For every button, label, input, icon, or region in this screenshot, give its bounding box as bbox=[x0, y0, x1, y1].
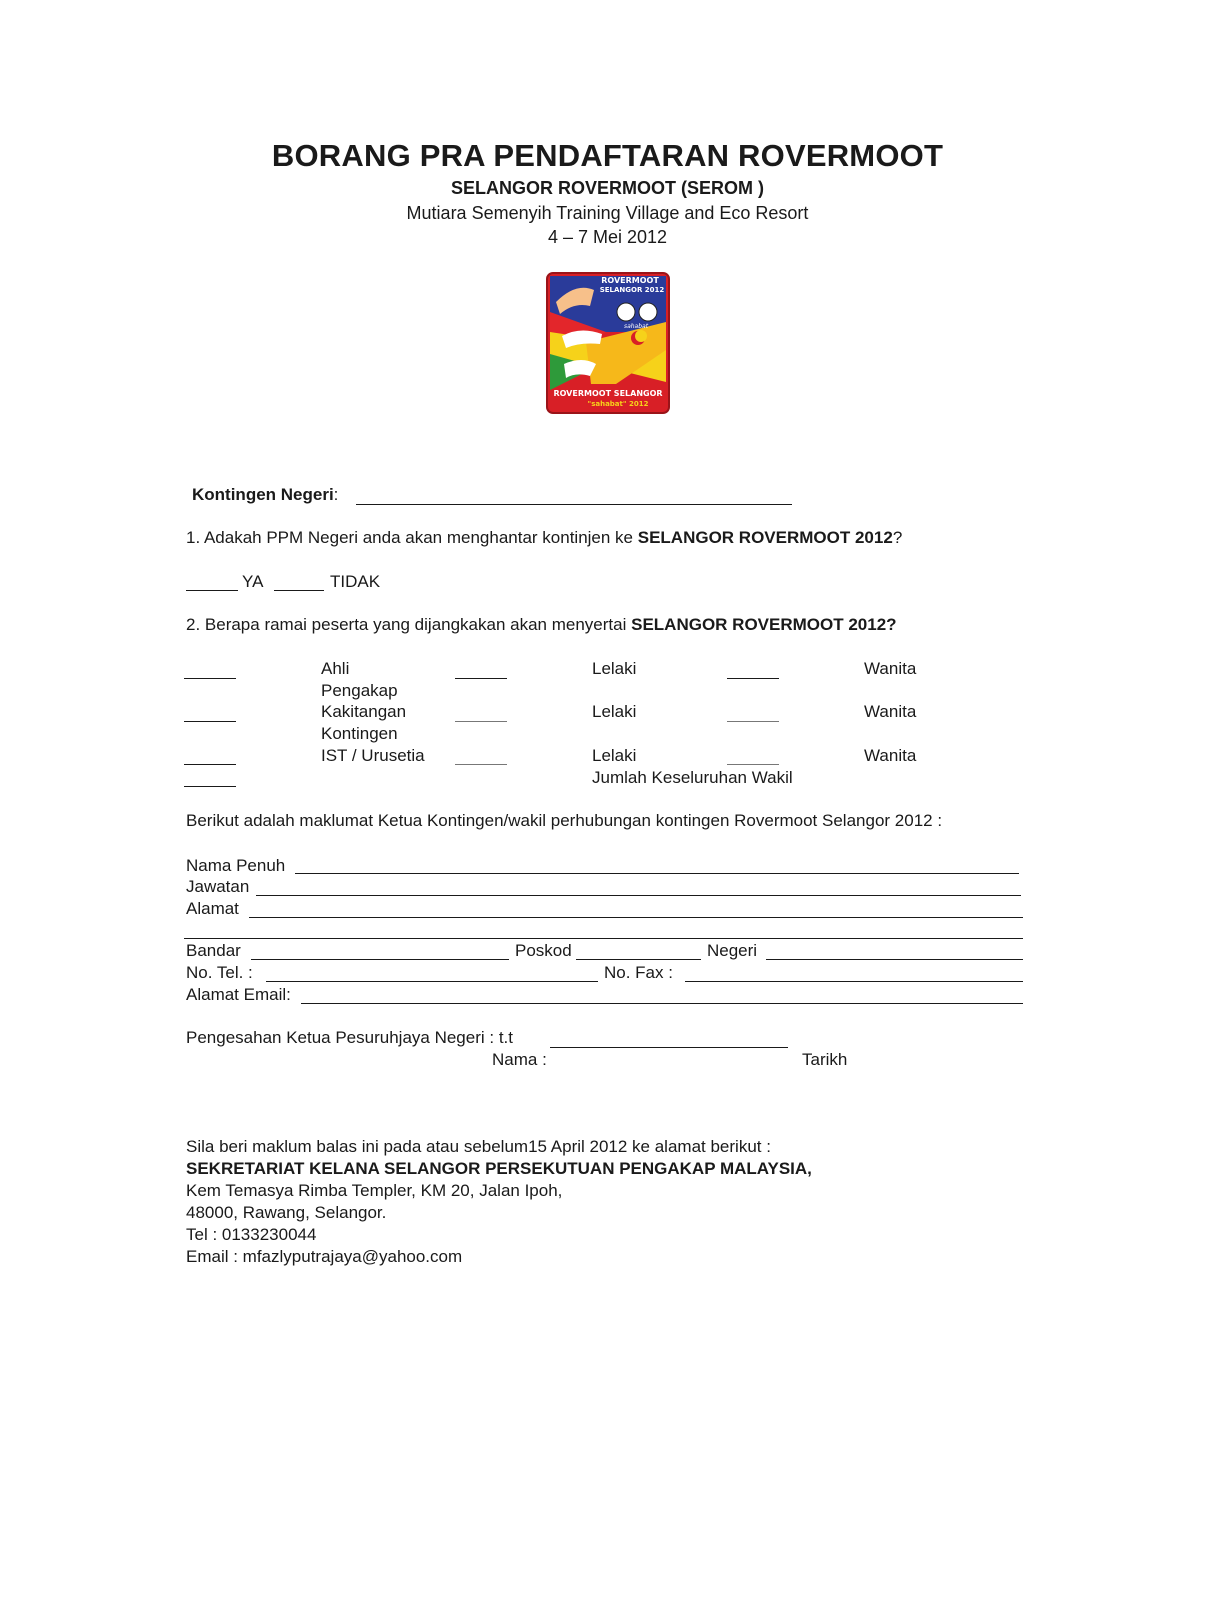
total-count-field[interactable] bbox=[184, 786, 236, 787]
fax-field[interactable] bbox=[685, 981, 1023, 982]
row-label-line1: IST / Urusetia bbox=[321, 746, 425, 765]
tel-field[interactable] bbox=[266, 981, 598, 982]
contingent-state-field[interactable] bbox=[356, 504, 792, 505]
address-field-1[interactable] bbox=[249, 917, 1023, 918]
approval-date-label: Tarikh bbox=[802, 1050, 848, 1069]
ist-female-field[interactable] bbox=[727, 764, 779, 765]
town-label: Bandar bbox=[186, 941, 241, 960]
event-venue: Mutiara Semenyih Training Village and Eco Resort bbox=[406, 203, 809, 223]
full-name-field[interactable] bbox=[295, 873, 1019, 874]
address-line-1: Kem Temasya Rimba Templer, KM 20, Jalan Ipoh, bbox=[186, 1181, 563, 1200]
contact-phone: Tel : 0133230044 bbox=[186, 1225, 317, 1244]
question-1: 1. Adakah PPM Negeri anda akan menghantar kontinjen ke SELANGOR ROVERMOOT 2012? bbox=[186, 528, 903, 547]
position-field[interactable] bbox=[256, 895, 1021, 896]
postcode-label: Poskod bbox=[515, 941, 572, 960]
no-answer-field[interactable] bbox=[274, 590, 324, 591]
town-field[interactable] bbox=[251, 959, 509, 960]
secretariat-name: SEKRETARIAT KELANA SELANGOR PERSEKUTUAN PENGAKAP MALAYSIA, bbox=[186, 1159, 812, 1178]
contact-email: Email : mfazlyputrajaya@yahoo.com bbox=[186, 1247, 463, 1266]
full-name-label: Nama Penuh bbox=[186, 856, 286, 875]
female-label: Wanita bbox=[864, 746, 917, 765]
male-label: Lelaki bbox=[592, 746, 637, 765]
female-label: Wanita bbox=[864, 659, 917, 678]
staff-count-field[interactable] bbox=[184, 721, 236, 722]
male-label: Lelaki bbox=[592, 659, 637, 678]
signature-field[interactable] bbox=[550, 1047, 788, 1048]
logo-bottom-text-1: ROVERMOOT SELANGOR bbox=[553, 389, 663, 398]
logo-top-text-2: SELANGOR 2012 bbox=[599, 286, 665, 294]
address-label: Alamat bbox=[186, 899, 239, 918]
logo-middle-text: sahabat bbox=[623, 323, 649, 330]
address-field-2[interactable] bbox=[184, 938, 1023, 939]
logo-bottom-text-2: "sahabat" 2012 bbox=[587, 400, 649, 408]
event-date: 4 – 7 Mei 2012 bbox=[547, 227, 668, 247]
row-label-line2: Pengakap bbox=[321, 681, 398, 700]
no-label: TIDAK bbox=[330, 572, 381, 591]
row-label-line1: Ahli bbox=[321, 659, 350, 678]
email-field[interactable] bbox=[301, 1003, 1023, 1004]
logo-top-text-1: ROVERMOOT bbox=[601, 276, 659, 285]
yes-answer-field[interactable] bbox=[186, 590, 238, 591]
position-label: Jawatan bbox=[186, 877, 250, 896]
female-label: Wanita bbox=[864, 702, 917, 721]
staff-female-field[interactable] bbox=[727, 721, 779, 722]
scouts-female-field[interactable] bbox=[727, 678, 779, 679]
postcode-field[interactable] bbox=[576, 959, 701, 960]
ist-count-field[interactable] bbox=[184, 764, 236, 765]
scouts-count-field[interactable] bbox=[184, 678, 236, 679]
return-instruction: Sila beri maklum balas ini pada atau sebelum15 April 2012 ke alamat berikut : bbox=[186, 1137, 771, 1156]
tel-label: No. Tel. : bbox=[186, 963, 253, 982]
row-label-line1: Kakitangan bbox=[321, 702, 407, 721]
rovermoot-logo bbox=[546, 272, 670, 414]
approval-name-label: Nama : bbox=[492, 1050, 547, 1069]
email-label: Alamat Email: bbox=[186, 985, 291, 1004]
state-label: Negeri bbox=[707, 941, 758, 960]
staff-male-field[interactable] bbox=[455, 721, 507, 722]
contingent-state-label: Kontingen Negeri: bbox=[192, 485, 339, 504]
contact-intro: Berikut adalah maklumat Ketua Kontingen/wakil perhubungan kontingen Rovermoot Selangor 2012 : bbox=[186, 811, 943, 830]
form-title: BORANG PRA PENDAFTARAN ROVERMOOT bbox=[271, 138, 944, 173]
total-label: Jumlah Keseluruhan Wakil bbox=[592, 768, 793, 787]
male-label: Lelaki bbox=[592, 702, 637, 721]
fax-label: No. Fax : bbox=[604, 963, 673, 982]
question-2: 2. Berapa ramai peserta yang dijangkakan akan menyertai SELANGOR ROVERMOOT 2012? bbox=[186, 615, 897, 634]
state-field[interactable] bbox=[766, 959, 1023, 960]
address-line-2: 48000, Rawang, Selangor. bbox=[186, 1203, 387, 1222]
yes-label: YA bbox=[242, 572, 264, 591]
scouts-male-field[interactable] bbox=[455, 678, 507, 679]
event-subtitle: SELANGOR ROVERMOOT (SEROM ) bbox=[450, 178, 764, 198]
ist-male-field[interactable] bbox=[455, 764, 507, 765]
row-label-line2: Kontingen bbox=[321, 724, 398, 743]
approval-label: Pengesahan Ketua Pesuruhjaya Negeri : t.t bbox=[186, 1028, 513, 1047]
